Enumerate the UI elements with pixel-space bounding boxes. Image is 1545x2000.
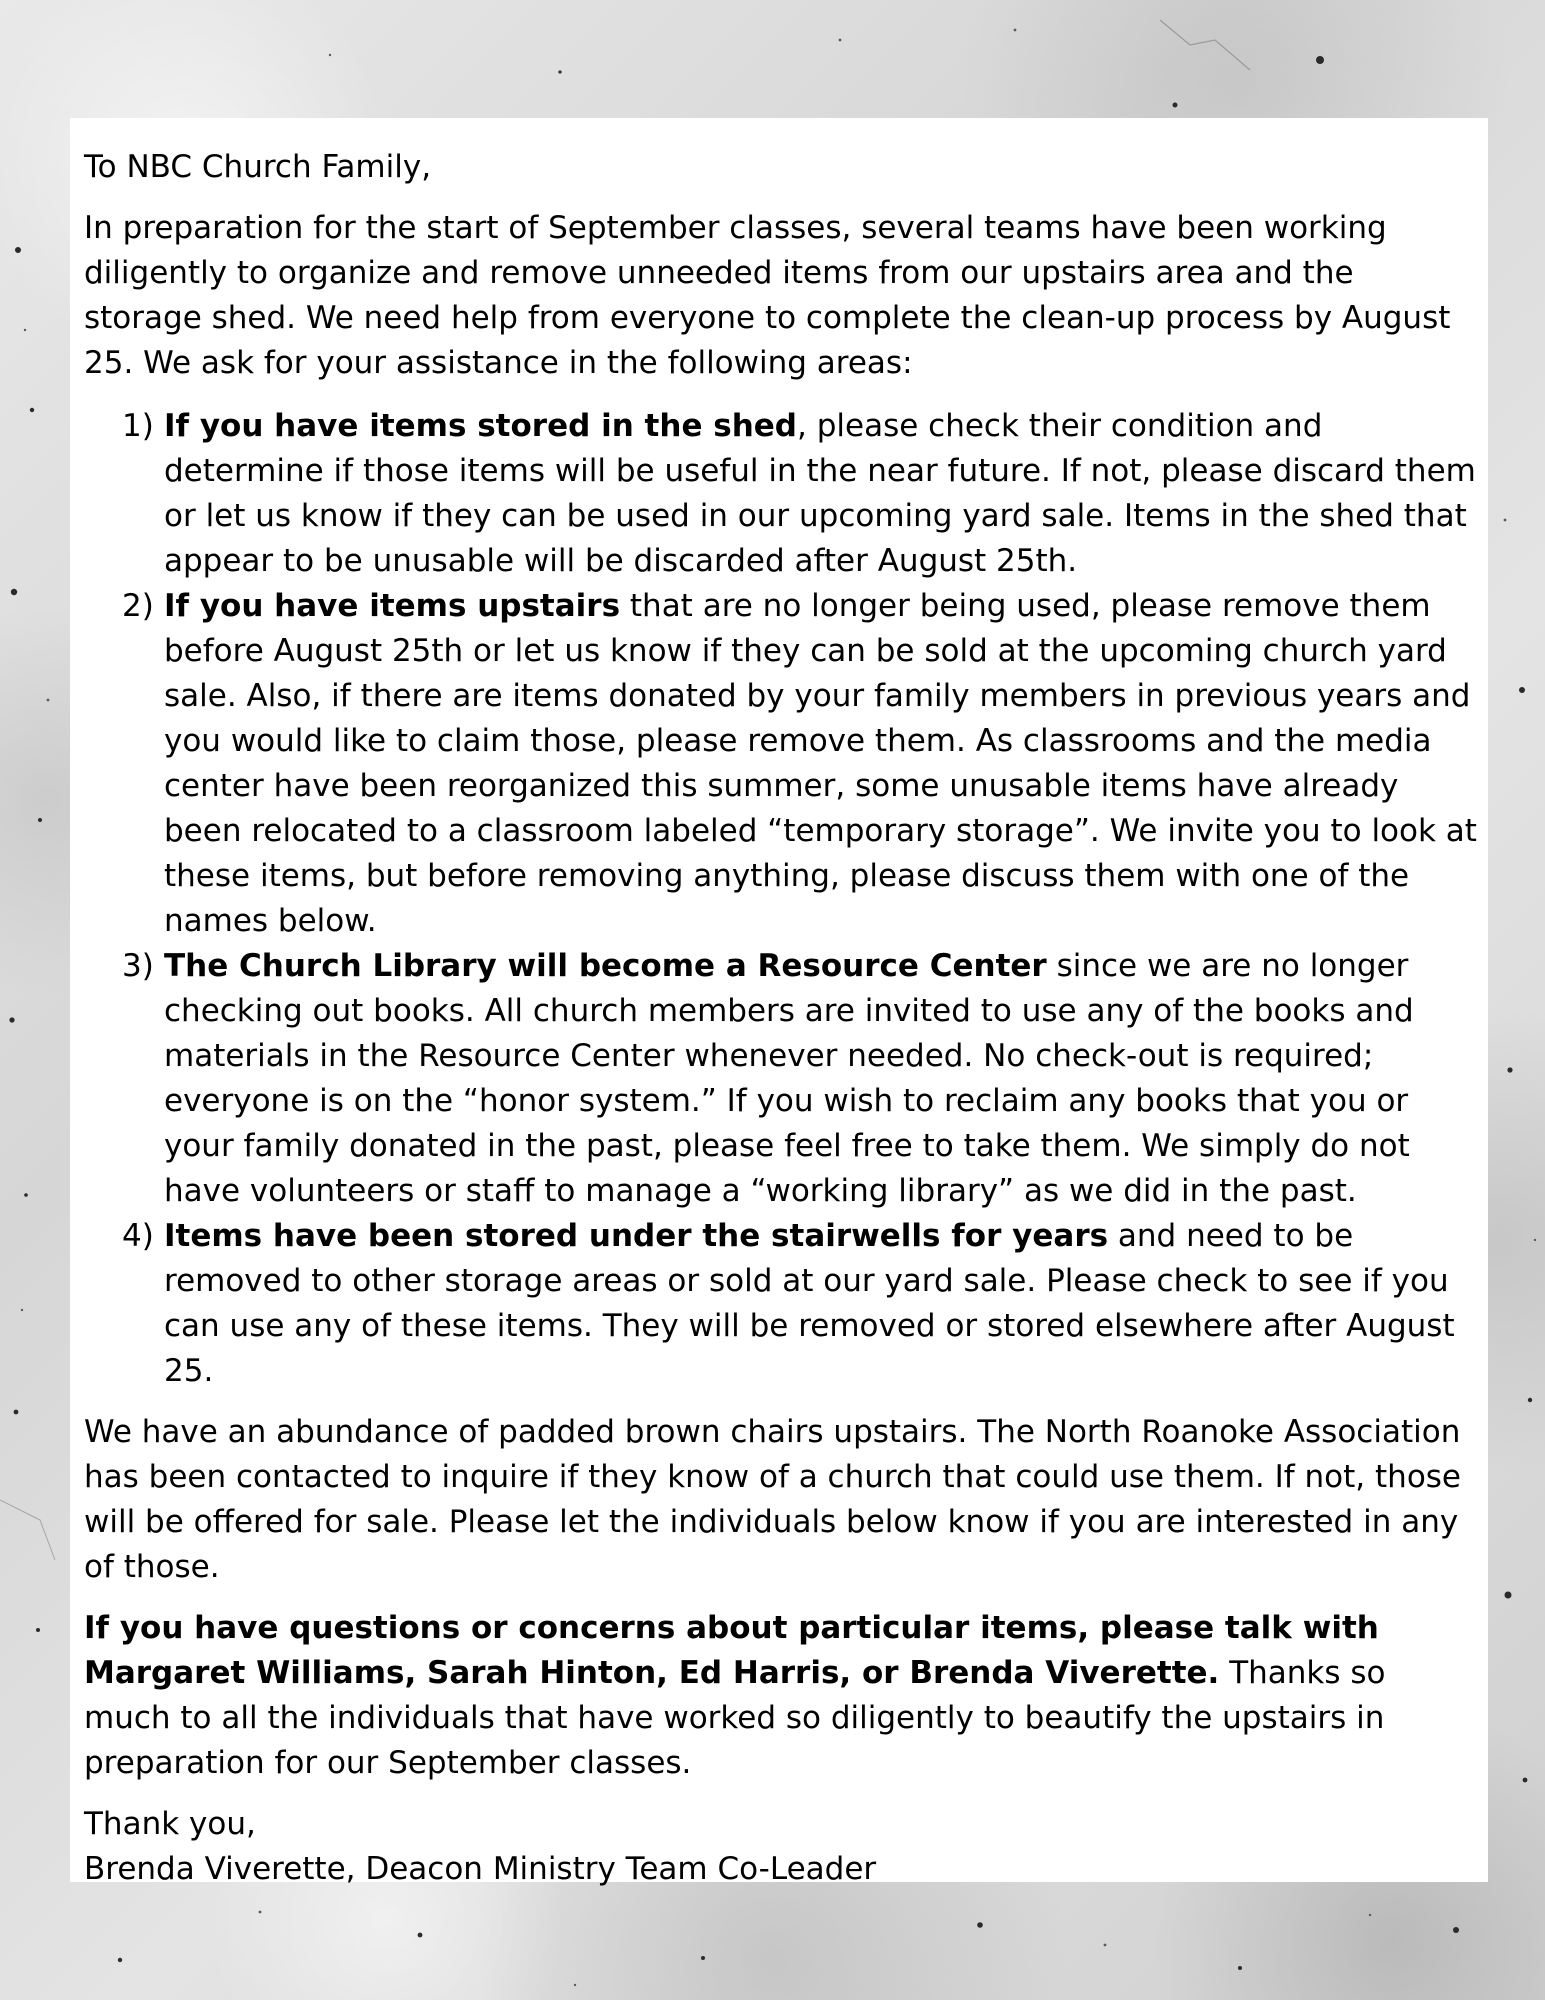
questions-paragraph: [84, 1606, 1478, 1786]
list-item-heading: The Church Library will become a Resource Center: [164, 948, 1047, 984]
list-item-number: 3): [122, 948, 154, 984]
list-item: [84, 404, 1478, 584]
list-item-heading: Items have been stored under the stairwells for years: [164, 1218, 1109, 1254]
list-item-text: since we are no longer checking out books. All church members are invited to use any of the books and materials in the Resource Center whenever needed. No check-out is required; everyone is on the “honor system.” If you wish to reclaim any books that you or your family donated in the past, please feel free to take them. We simply do not have volunteers or staff to manage a “working library” as we did in the past.: [164, 948, 1414, 1209]
greeting: To NBC Church Family,: [84, 149, 432, 185]
list-item: [84, 584, 1478, 944]
request-list: [84, 404, 1478, 1394]
intro-paragraph: In preparation for the start of September classes, several teams have been working diligently to organize and remove unneeded items from our upstairs area and the storage shed. We need help from everyone to complete the clean-up process by August 25. We ask for your assistance in the following areas:: [84, 210, 1451, 381]
list-item-heading: If you have items stored in the shed: [164, 408, 798, 444]
contacts-emphasis: If you have questions or concerns about particular items, please talk with Margaret Williams, Sarah Hinton, Ed Harris, or Brenda Viverette.: [84, 1610, 1379, 1691]
chairs-paragraph: We have an abundance of padded brown chairs upstairs. The North Roanoke Association has been contacted to inquire if they know of a church that could use them. If not, those will be offered for sale. Please let the individuals below know if you are interested in any of those.: [84, 1414, 1462, 1585]
list-item-text: and need to be removed to other storage areas or sold at our yard sale. Please check to see if you can use any of these items. They will be removed or stored elsewhere after August 25.: [164, 1218, 1455, 1389]
list-item: [84, 1214, 1478, 1394]
letter-paper: [70, 118, 1488, 1887]
list-item: [84, 944, 1478, 1214]
list-item-number: 2): [122, 588, 154, 624]
thanks-text: Thanks so much to all the individuals that have worked so diligently to beautify the upstairs in preparation for our September classes.: [84, 1655, 1386, 1781]
list-item-text: , please check their condition and determine if those items will be useful in the near future. If not, please discard them or let us know if they can be used in our upcoming yard sale. Items in the shed that appear to be unusable will be discarded after August 25th.: [164, 408, 1476, 579]
closing: Thank you,: [84, 1806, 256, 1842]
list-item-text: that are no longer being used, please remove them before August 25th or let us know if they can be sold at the upcoming church yard sale. Also, if there are items donated by your family members in previous years and you would like to claim those, please remove them. As classrooms and the media center have been reorganized this summer, some unusable items have already been relocated to a classroom labeled “temporary storage”. We invite you to look at these items, but before removing anything, please discuss them with one of the names below.: [164, 588, 1477, 939]
signature: Brenda Viverette, Deacon Ministry Team Co-Leader: [84, 1851, 877, 1887]
list-item-number: 1): [122, 408, 154, 444]
list-item-heading: If you have items upstairs: [164, 588, 621, 624]
list-item-number: 4): [122, 1218, 154, 1254]
